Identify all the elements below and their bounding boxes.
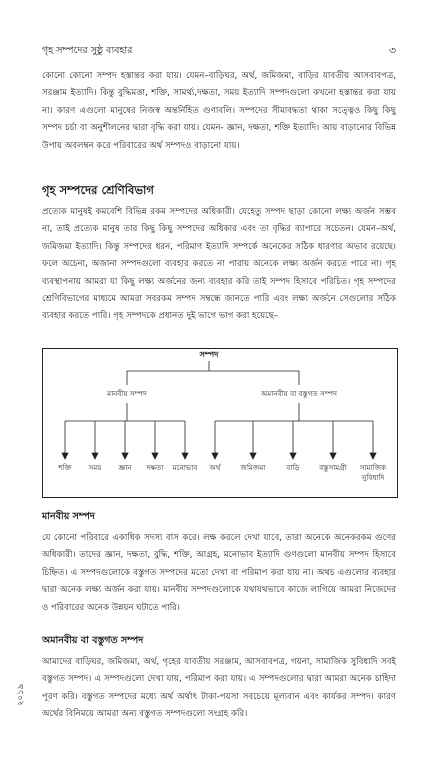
subheading-material-resources: অমানবীয় বা বস্তুগত সম্পদ <box>42 635 144 646</box>
resource-classification-diagram <box>42 348 398 498</box>
diagram-leaf: জ্ঞান <box>118 463 132 472</box>
diagram-leaf: মনোভাব <box>172 463 198 472</box>
diagram-root-node: সম্পদ <box>199 350 219 359</box>
paragraph-classification: প্রত্যেক মানুষই কমবেশি বিভিন্ন রকম সম্পদের অধিকারী। যেহেতু সম্পদ ছাড়া কোনো লক্ষ্য অর্জন সম্ভব না, তাই প্রত্যেক মানুষ তার কিছু কিছু সম্পদের অধিকার এবং তা বৃদ্ধির ব্যাপারে সচেতন। যেমন–অর্থ, জমিজমা ইত্যাদি। কিন্তু সম্পদের ধরন, পরিমাণ ইত্যাদি সম্পর্কে অনেকের সঠিক ধারণার অভাব রয়েছে। ফলে অচেনা, অজানা সম্পদগুলো ব্যবহার করতে না পারায় অনেকে লক্ষ্য অর্জন করতে পারে না। গৃহ ব্যবস্থাপনায় আমরা যা কিছু লক্ষ্য অর্জনের জন্য ব্যবহার করি তাই সম্পদ হিসাবে পরিচিত। গৃহ সম্পদের শ্রেণিবিভাগের মাধ্যমে আমরা সবরকম সম্পদ সম্বন্ধে জানতে পারি এবং লক্ষ্য অর্জনে সেগুলোর সঠিক ব্যবহার করতে পারি। গৃহ সম্পদকে প্রধানত দুই ভাগে ভাগ করা হয়েছে– <box>42 207 396 322</box>
paragraph-human-resources: যে কোনো পরিবারে একাধিক সদস্য বাস করে। লক্ষ করলে দেখা যাবে, তারা অনেকে অনেকরকম গুণের অধিকারী। তাদের জ্ঞান, দক্ষতা, বুদ্ধি, শক্তি, আগ্রহ, মনোভাব ইত্যাদি গুণগুলো মানবীয় সম্পদ হিসাবে চিহ্নিত। এ সম্পদগুলোকে বস্তুগত সম্পদের মতো দেখা বা পরিমাপ করা যায় না। অথচ এগুলোর ব্যবহার দ্বারা অনেক লক্ষ্য অর্জন করা যায়। মানবীয় সম্পদগুলোকে যথাযথভাবে কাজে লাগিয়ে আমরা নিজেদের ও পরিবারের অনেক উন্নয়ন ঘটাতে পারি। <box>42 533 396 613</box>
diagram-leaf: সামাজিক সুবিধাদি <box>359 463 387 482</box>
diagram-connectors <box>43 349 399 499</box>
diagram-leaf: শক্তি <box>58 463 72 472</box>
diagram-leaf: অর্থ <box>209 463 221 472</box>
diagram-leaf: সময় <box>88 463 102 472</box>
side-year-label: ২০১৯ <box>16 683 26 706</box>
subheading-human-resources: মানবীয় সম্পদ <box>42 511 95 522</box>
running-title: গৃহ সম্পদের সুষ্ঠু ব্যবহার <box>42 45 133 56</box>
page-header <box>42 44 396 60</box>
paragraph-transferable-resources: কোনো কোনো সম্পদ হস্তান্তর করা যায়। যেমন–বাড়িঘর, অর্থ, জমিজমা, বাড়ির যাবতীয় আসবাবপত্র, সরঞ্জাম ইত্যাদি। কিন্তু বুদ্ধিমত্তা, শক্তি, সামর্থ্য,দক্ষতা, সময় ইত্যাদি সম্পদগুলো কখনো হস্তান্তর করা যায় না। কারণ এগুলো মানুষের নিজস্ব অন্তর্নিহিত গুণাবলি। সম্পদের সীমাবদ্ধতা থাকা সত্ত্বেও কিছু কিছু সম্পদ চর্চা বা অনুশীলনের দ্বারা বৃদ্ধি করা যায়। যেমন- জ্ঞান, দক্ষতা, শক্তি ইত্যাদি। আয় বাড়ানোর বিভিন্ন উপায় অবলম্বন করে পরিবারের অর্থ সম্পদও বাড়ানো যায়। <box>42 71 396 151</box>
diagram-leaf: দক্ষতা <box>146 463 164 472</box>
section-heading-classification: গৃহ সম্পদের শ্রেণিবিভাগ <box>42 183 154 197</box>
diagram-leaf: জমিজমা <box>240 463 266 472</box>
diagram-leaf: বাড়ি <box>286 463 300 472</box>
diagram-node-material-resources: অমানবীয় বা বস্তুগত সম্পদ <box>261 389 337 398</box>
diagram-node-human-resources: মানবীয় সম্পদ <box>107 389 147 398</box>
paragraph-material-resources: আমাদের বাড়িঘর, জমিজমা, অর্থ, গৃহের যাবতীয় সরঞ্জাম, আসবাবপত্র, গয়না, সামাজিক সুবিধাদি সবই বস্তুগত সম্পদ। এ সম্পদগুলো দেখা যায়, পরিমাপ করা যায়। এ সম্পদগুলোর দ্বারা আমরা অনেক চাহিদা পূরণ করি। বস্তুগত সম্পদের মধ্যে অর্থ অর্থাৎ টাকা-পয়সা সবচেয়ে মূল্যবান এবং কার্যকর সম্পদ। কারণ অর্থের বিনিময়ে আমরা অন্য বস্তুগত সম্পদগুলো সংগ্রহ করি। <box>42 657 396 720</box>
page-number: ৩ <box>388 44 396 57</box>
diagram-leaf: বস্তুসামগ্রী <box>319 463 347 472</box>
